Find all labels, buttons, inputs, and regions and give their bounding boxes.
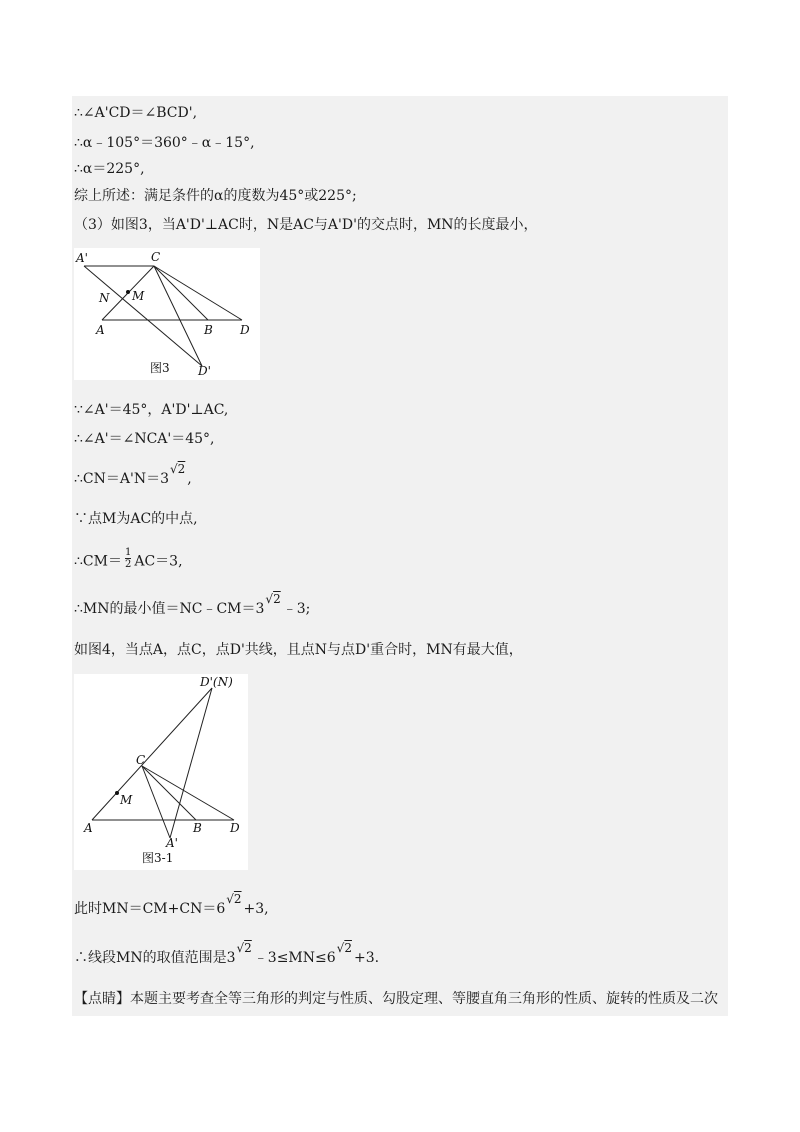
text-segment: ∴线段MN的取值范围是3 (74, 950, 236, 966)
label-c: C (151, 250, 161, 264)
sqrt-expression (170, 462, 185, 476)
label-d1: D' (198, 364, 211, 378)
sqrt-symbol: √ (236, 941, 245, 955)
sqrt-radicand: 2 (177, 462, 186, 476)
text-line: 【点睛】本题主要考查全等三角形的判定与性质、勾股定理、等腰直角三角形的性质、旋转的性质及二次 (74, 991, 718, 1007)
label-d1-n: D'(N) (200, 675, 233, 689)
label-b: B (193, 821, 202, 835)
label-b: B (204, 323, 213, 337)
text-segment: +3, (243, 901, 269, 917)
figure-3-caption: 图3 (150, 361, 170, 375)
sqrt-symbol: √ (170, 462, 178, 476)
text-line: ∵∠A'＝45°，A'D'⊥AC, (74, 402, 229, 418)
figure-3-diagram (74, 248, 260, 380)
text-line: ∵点M为AC的中点, (74, 511, 198, 527)
figure-4-caption: 图3-1 (142, 851, 174, 865)
label-a1: A' (76, 251, 88, 265)
label-a: A (84, 821, 93, 835)
label-n: N (99, 291, 110, 305)
sqrt-symbol: √ (265, 592, 274, 606)
point-m (126, 290, 130, 294)
text-line (74, 592, 311, 618)
figure-4 (74, 674, 248, 870)
text-line (74, 547, 183, 573)
text-segment: ﹣3≤MN≤6 (253, 950, 336, 966)
figure-4-diagram (74, 674, 248, 870)
sqrt-expression (265, 592, 280, 606)
text-segment: 此时MN＝CM+CN＝6 (74, 901, 226, 917)
label-m: M (120, 793, 133, 807)
label-m: M (132, 289, 145, 303)
text-line: （3）如图3，当A'D'⊥AC时，N是AC与A'D'的交点时，MN的长度最小， (74, 217, 538, 233)
fraction-numerator: 1 (124, 547, 132, 558)
label-d: D (240, 323, 250, 337)
sqrt-radicand: 2 (273, 592, 281, 606)
fraction-denominator: 2 (124, 559, 132, 570)
label-d: D (230, 821, 240, 835)
text-line (74, 462, 192, 488)
sqrt-expression (337, 941, 352, 955)
text-line (74, 892, 269, 918)
line-c-b (154, 266, 208, 320)
sqrt-expression (237, 941, 252, 955)
sqrt-symbol: √ (226, 892, 234, 906)
label-a: A (96, 323, 105, 337)
text-segment: AC＝3, (134, 553, 183, 570)
sqrt-radicand: 2 (244, 941, 252, 955)
text-segment: ∴MN的最小值＝NC﹣CM＝3 (74, 601, 265, 617)
sqrt-radicand: 2 (344, 941, 352, 955)
text-line: ∴α＝225°, (74, 161, 145, 177)
line-a1-d1 (84, 266, 202, 366)
text-segment: ∴CM＝ (74, 553, 122, 570)
text-segment: ∴CN＝A'N＝3 (74, 471, 169, 487)
text-segment: ﹣3; (282, 601, 311, 617)
label-a1: A' (166, 836, 178, 850)
document-content (72, 96, 728, 1016)
figure-3 (74, 248, 260, 380)
label-c: C (136, 753, 146, 767)
sqrt-symbol: √ (336, 941, 345, 955)
text-line: ∴∠A'＝∠NCA'＝45°, (74, 431, 215, 447)
text-segment: +3. (353, 950, 380, 966)
sqrt-expression (226, 892, 241, 906)
point-m (115, 791, 119, 795)
fraction-one-half (125, 547, 131, 570)
text-segment: , (187, 471, 192, 487)
text-line: ∴∠A'CD＝∠BCD', (74, 105, 198, 121)
text-line (74, 941, 380, 967)
text-line: ∴α﹣105°＝360°﹣α﹣15°, (74, 135, 255, 151)
line-c-a1 (142, 766, 170, 838)
text-line: 如图4，当点A，点C，点D'共线，且点N与点D'重合时，MN有最大值， (74, 642, 523, 658)
sqrt-radicand: 2 (233, 892, 242, 906)
text-line: 综上所述：满足条件的α的度数为45°或225°; (74, 188, 357, 204)
